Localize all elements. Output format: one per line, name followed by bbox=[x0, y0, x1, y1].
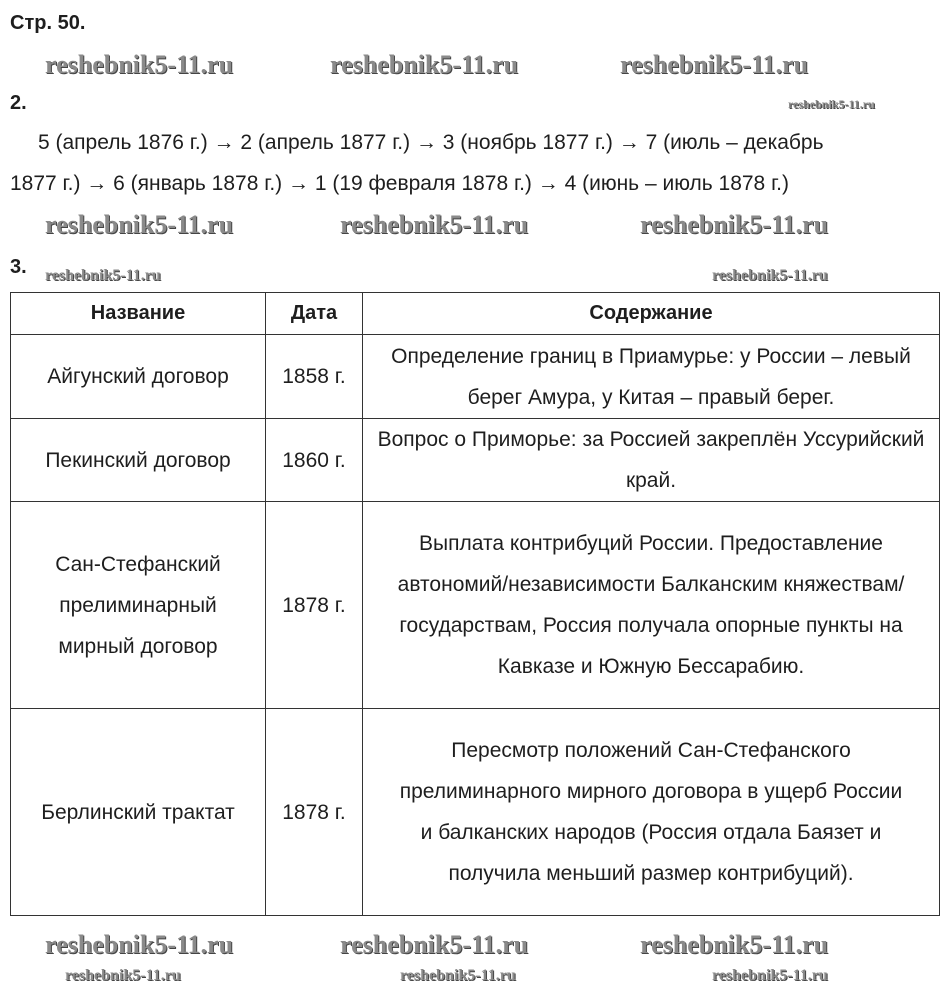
table-row bbox=[11, 709, 940, 916]
watermark: reshebnik5-11.ru bbox=[340, 210, 529, 239]
cell-content: Определение границ в Приамурье: у России – левый берег Амура, у Китая – правый берег. bbox=[363, 335, 940, 419]
table-header-row bbox=[11, 293, 940, 335]
watermark: reshebnik5-11.ru bbox=[340, 930, 529, 959]
watermark: reshebnik5-11.ru bbox=[640, 210, 829, 239]
cell-date: 1858 г. bbox=[266, 335, 363, 419]
page-title: Стр. 50. bbox=[10, 12, 86, 34]
cell-content: Вопрос о Приморье: за Россией закреплён Уссурийский край. bbox=[363, 419, 940, 502]
task-3-number: 3. bbox=[10, 256, 27, 278]
cell-content: Выплата контрибуций России. Предоставление автономий/независимости Балканским княжествам/государствам, Россия получала опорные пункты на Кавказе и Южную Бессарабию. bbox=[363, 502, 940, 709]
cell-name: Сан-Стефанский прелиминарный мирный договор bbox=[11, 502, 266, 709]
header-content: Содержание bbox=[363, 293, 940, 335]
watermark: reshebnik5-11.ru bbox=[640, 930, 829, 959]
task-2-line-1: 5 (апрель 1876 г.) → 2 (апрель 1877 г.) → 3 (ноябрь 1877 г.) → 7 (июль – декабрь bbox=[38, 131, 824, 154]
watermark: reshebnik5-11.ru bbox=[712, 267, 828, 284]
watermark: reshebnik5-11.ru bbox=[620, 50, 809, 79]
task-2-number: 2. bbox=[10, 92, 27, 114]
table-row bbox=[11, 419, 940, 502]
cell-date: 1878 г. bbox=[266, 709, 363, 916]
task-2-line-2: 1877 г.) → 6 (январь 1878 г.) → 1 (19 февраля 1878 г.) → 4 (июнь – июль 1878 г.) bbox=[10, 172, 789, 195]
watermark: reshebnik5-11.ru bbox=[45, 930, 234, 959]
treaties-table bbox=[10, 292, 940, 916]
table-row bbox=[11, 335, 940, 419]
header-date: Дата bbox=[266, 293, 363, 335]
cell-name: Берлинский трактат bbox=[11, 709, 266, 916]
watermark: reshebnik5-11.ru bbox=[712, 967, 828, 984]
header-name: Название bbox=[11, 293, 266, 335]
watermark: reshebnik5-11.ru bbox=[45, 210, 234, 239]
cell-name: Айгунский договор bbox=[11, 335, 266, 419]
watermark: reshebnik5-11.ru bbox=[400, 967, 516, 984]
watermark: reshebnik5-11.ru bbox=[65, 967, 181, 984]
table-row bbox=[11, 502, 940, 709]
cell-date: 1860 г. bbox=[266, 419, 363, 502]
cell-date: 1878 г. bbox=[266, 502, 363, 709]
watermark: reshebnik5-11.ru bbox=[45, 50, 234, 79]
watermark: reshebnik5-11.ru bbox=[45, 267, 161, 284]
watermark: reshebnik5-11.ru bbox=[330, 50, 519, 79]
cell-name: Пекинский договор bbox=[11, 419, 266, 502]
cell-content: Пересмотр положений Сан-Стефанского прелиминарного мирного договора в ущерб России и балканских народов (Россия отдала Баязет и получила меньший размер контрибуций). bbox=[363, 709, 940, 916]
watermark: reshebnik5-11.ru bbox=[788, 97, 875, 111]
